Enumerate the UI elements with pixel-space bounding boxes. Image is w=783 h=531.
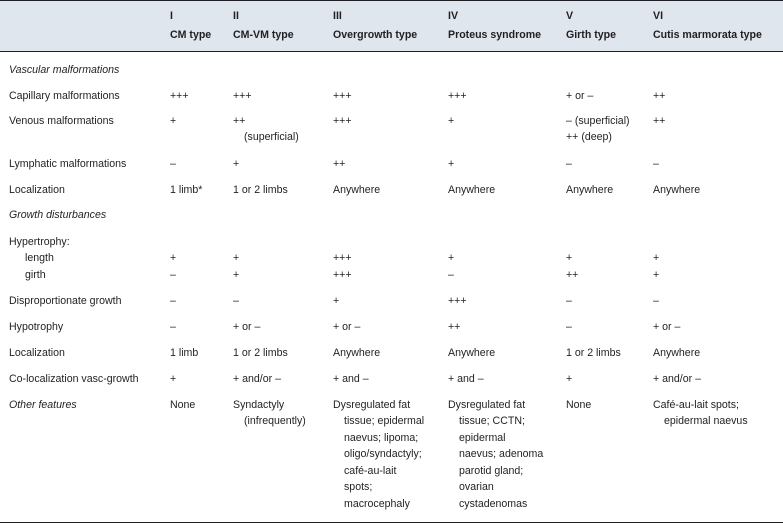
cell-other-cm: None [170, 399, 196, 411]
cell-venous-girth: – (superficial) [566, 115, 630, 127]
header-col-4-name: Proteus syndrome [448, 29, 542, 41]
row-label-hypotrophy: Hypotrophy [9, 321, 64, 333]
cell-other-overgrowth-line-4: oligo/syndactyly; [344, 448, 422, 460]
header-col-4-number: IV [448, 10, 459, 22]
cell-colocalization-proteus: + and – [448, 373, 484, 385]
cell-localization-vascular-proteus: Anywhere [448, 184, 496, 196]
cell-hypotrophy-overgrowth: + or – [333, 321, 361, 333]
cell-colocalization-cmvm: + and/or – [233, 373, 282, 385]
cell-venous-overgrowth: +++ [333, 115, 352, 127]
cell-disproportionate-overgrowth: + [333, 295, 340, 307]
cell-localization-growth-cmvm: 1 or 2 limbs [233, 347, 288, 359]
cell-lymphatic-cm: – [170, 158, 176, 170]
header-col-2-name: CM-VM type [233, 29, 294, 41]
cell-other-overgrowth-line-6: spots; [344, 481, 373, 493]
cell-other-proteus-line-4: naevus; adenoma [459, 448, 544, 460]
cell-other-proteus-line-1: Dysregulated fat [448, 399, 526, 411]
header-col-6-number: VI [653, 10, 664, 22]
cell-venous-cmvm: ++ [233, 115, 246, 127]
header-col-5-number: V [566, 10, 574, 22]
cell-colocalization-cutis: + and/or – [653, 373, 702, 385]
cell-other-proteus-line-2: tissue; CCTN; [459, 415, 525, 427]
cell-localization-vascular-overgrowth: Anywhere [333, 184, 381, 196]
cell-capillary-proteus: +++ [448, 90, 467, 102]
cell-localization-growth-cutis: Anywhere [653, 347, 701, 359]
cell-lymphatic-girth: – [566, 158, 572, 170]
cell-localization-vascular-cmvm: 1 or 2 limbs [233, 184, 288, 196]
cell-hypotrophy-cmvm: + or – [233, 321, 261, 333]
cell-localization-vascular-girth: Anywhere [566, 184, 614, 196]
cell-localization-growth-proteus: Anywhere [448, 347, 496, 359]
cell-localization-growth-overgrowth: Anywhere [333, 347, 381, 359]
cell-lymphatic-cmvm: + [233, 158, 240, 170]
row-label-venous: Venous malformations [9, 115, 114, 127]
cell-disproportionate-cmvm: – [233, 295, 239, 307]
cell-other-overgrowth-line-2: tissue; epidermal [344, 415, 425, 427]
section-heading-vascular: Vascular malformations [9, 64, 120, 76]
cell-other-cutis-line-2: epidermal naevus [664, 415, 748, 427]
header-col-2-number: II [233, 10, 239, 22]
row-label-localization-vascular: Localization [9, 184, 65, 196]
header-col-3-number: III [333, 10, 342, 22]
cell-other-proteus-line-7: cystadenomas [459, 498, 528, 510]
cell-girth-overgrowth: +++ [333, 269, 352, 281]
row-label-lymphatic: Lymphatic malformations [9, 158, 127, 170]
cell-localization-growth-girth: 1 or 2 limbs [566, 347, 621, 359]
cell-length-cutis: + [653, 252, 660, 264]
cell-hypotrophy-girth: – [566, 321, 572, 333]
cell-girth-cutis: + [653, 269, 660, 281]
cell-localization-vascular-cutis: Anywhere [653, 184, 701, 196]
cell-disproportionate-cutis: – [653, 295, 659, 307]
cell-girth-proteus: – [448, 269, 454, 281]
cell-venous-cmvm-note: (superficial) [244, 131, 299, 143]
cell-venous-girth-deep: ++ (deep) [566, 131, 612, 143]
cell-lymphatic-overgrowth: ++ [333, 158, 346, 170]
cell-disproportionate-cm: – [170, 295, 176, 307]
cell-lymphatic-proteus: + [448, 158, 455, 170]
cell-other-overgrowth-line-7: macrocephaly [344, 498, 410, 510]
cell-hypotrophy-proteus: ++ [448, 321, 461, 333]
cell-other-cmvm-line-2: (infrequently) [244, 415, 306, 427]
cell-length-cm: + [170, 252, 177, 264]
cell-other-overgrowth-line-3: naevus; lipoma; [344, 432, 419, 444]
header-rule [0, 51, 783, 52]
cell-colocalization-cm: + [170, 373, 177, 385]
cell-length-overgrowth: +++ [333, 252, 352, 264]
cell-capillary-cmvm: +++ [233, 90, 252, 102]
cell-other-overgrowth-line-1: Dysregulated fat [333, 399, 411, 411]
cell-venous-proteus: + [448, 115, 455, 127]
row-label-capillary: Capillary malformations [9, 90, 120, 102]
cell-colocalization-girth: + [566, 373, 573, 385]
cell-disproportionate-girth: – [566, 295, 572, 307]
header-col-1-name: CM type [170, 29, 212, 41]
cell-length-girth: + [566, 252, 573, 264]
header-col-6-name: Cutis marmorata type [653, 29, 762, 41]
header-col-1-number: I [170, 10, 173, 22]
cell-capillary-girth: + or – [566, 90, 594, 102]
cell-hypotrophy-cutis: + or – [653, 321, 681, 333]
cell-hypotrophy-cm: – [170, 321, 176, 333]
cell-colocalization-overgrowth: + and – [333, 373, 369, 385]
cell-capillary-cutis: ++ [653, 90, 666, 102]
cell-girth-cmvm: + [233, 269, 240, 281]
cell-other-proteus-line-3: epidermal [459, 432, 506, 444]
row-label-hypertrophy: Hypertrophy: [9, 236, 70, 248]
cell-girth-cm: – [170, 269, 176, 281]
cell-other-overgrowth-line-5: café-au-lait [344, 465, 397, 477]
cell-disproportionate-proteus: +++ [448, 295, 467, 307]
cell-lymphatic-cutis: – [653, 158, 659, 170]
row-label-localization-growth: Localization [9, 347, 65, 359]
cell-localization-vascular-cm: 1 limb* [170, 184, 203, 196]
row-label-colocalization: Co-localization vasc-growth [9, 373, 139, 385]
header-col-5-name: Girth type [566, 29, 617, 41]
header-col-3-name: Overgrowth type [333, 29, 418, 41]
cell-length-cmvm: + [233, 252, 240, 264]
section-heading-other: Other features [9, 399, 77, 411]
cell-venous-cutis: ++ [653, 115, 666, 127]
row-label-girth: girth [25, 269, 46, 281]
row-label-length: length [25, 252, 54, 264]
cell-other-proteus-line-5: parotid gland; [459, 465, 524, 477]
cell-capillary-overgrowth: +++ [333, 90, 352, 102]
cell-length-proteus: + [448, 252, 455, 264]
cell-venous-cm: + [170, 115, 177, 127]
row-label-disproportionate: Disproportionate growth [9, 295, 122, 307]
section-heading-growth: Growth disturbances [9, 209, 107, 221]
cell-other-proteus-line-6: ovarian [459, 481, 494, 493]
cell-other-cutis-line-1: Café-au-lait spots; [653, 399, 739, 411]
top-rule [0, 0, 783, 1]
cell-capillary-cm: +++ [170, 90, 189, 102]
cell-other-cmvm-line-1: Syndactyly [233, 399, 285, 411]
bottom-rule [0, 522, 783, 523]
cell-other-girth: None [566, 399, 592, 411]
cell-localization-growth-cm: 1 limb [170, 347, 199, 359]
cell-girth-girth: ++ [566, 269, 579, 281]
